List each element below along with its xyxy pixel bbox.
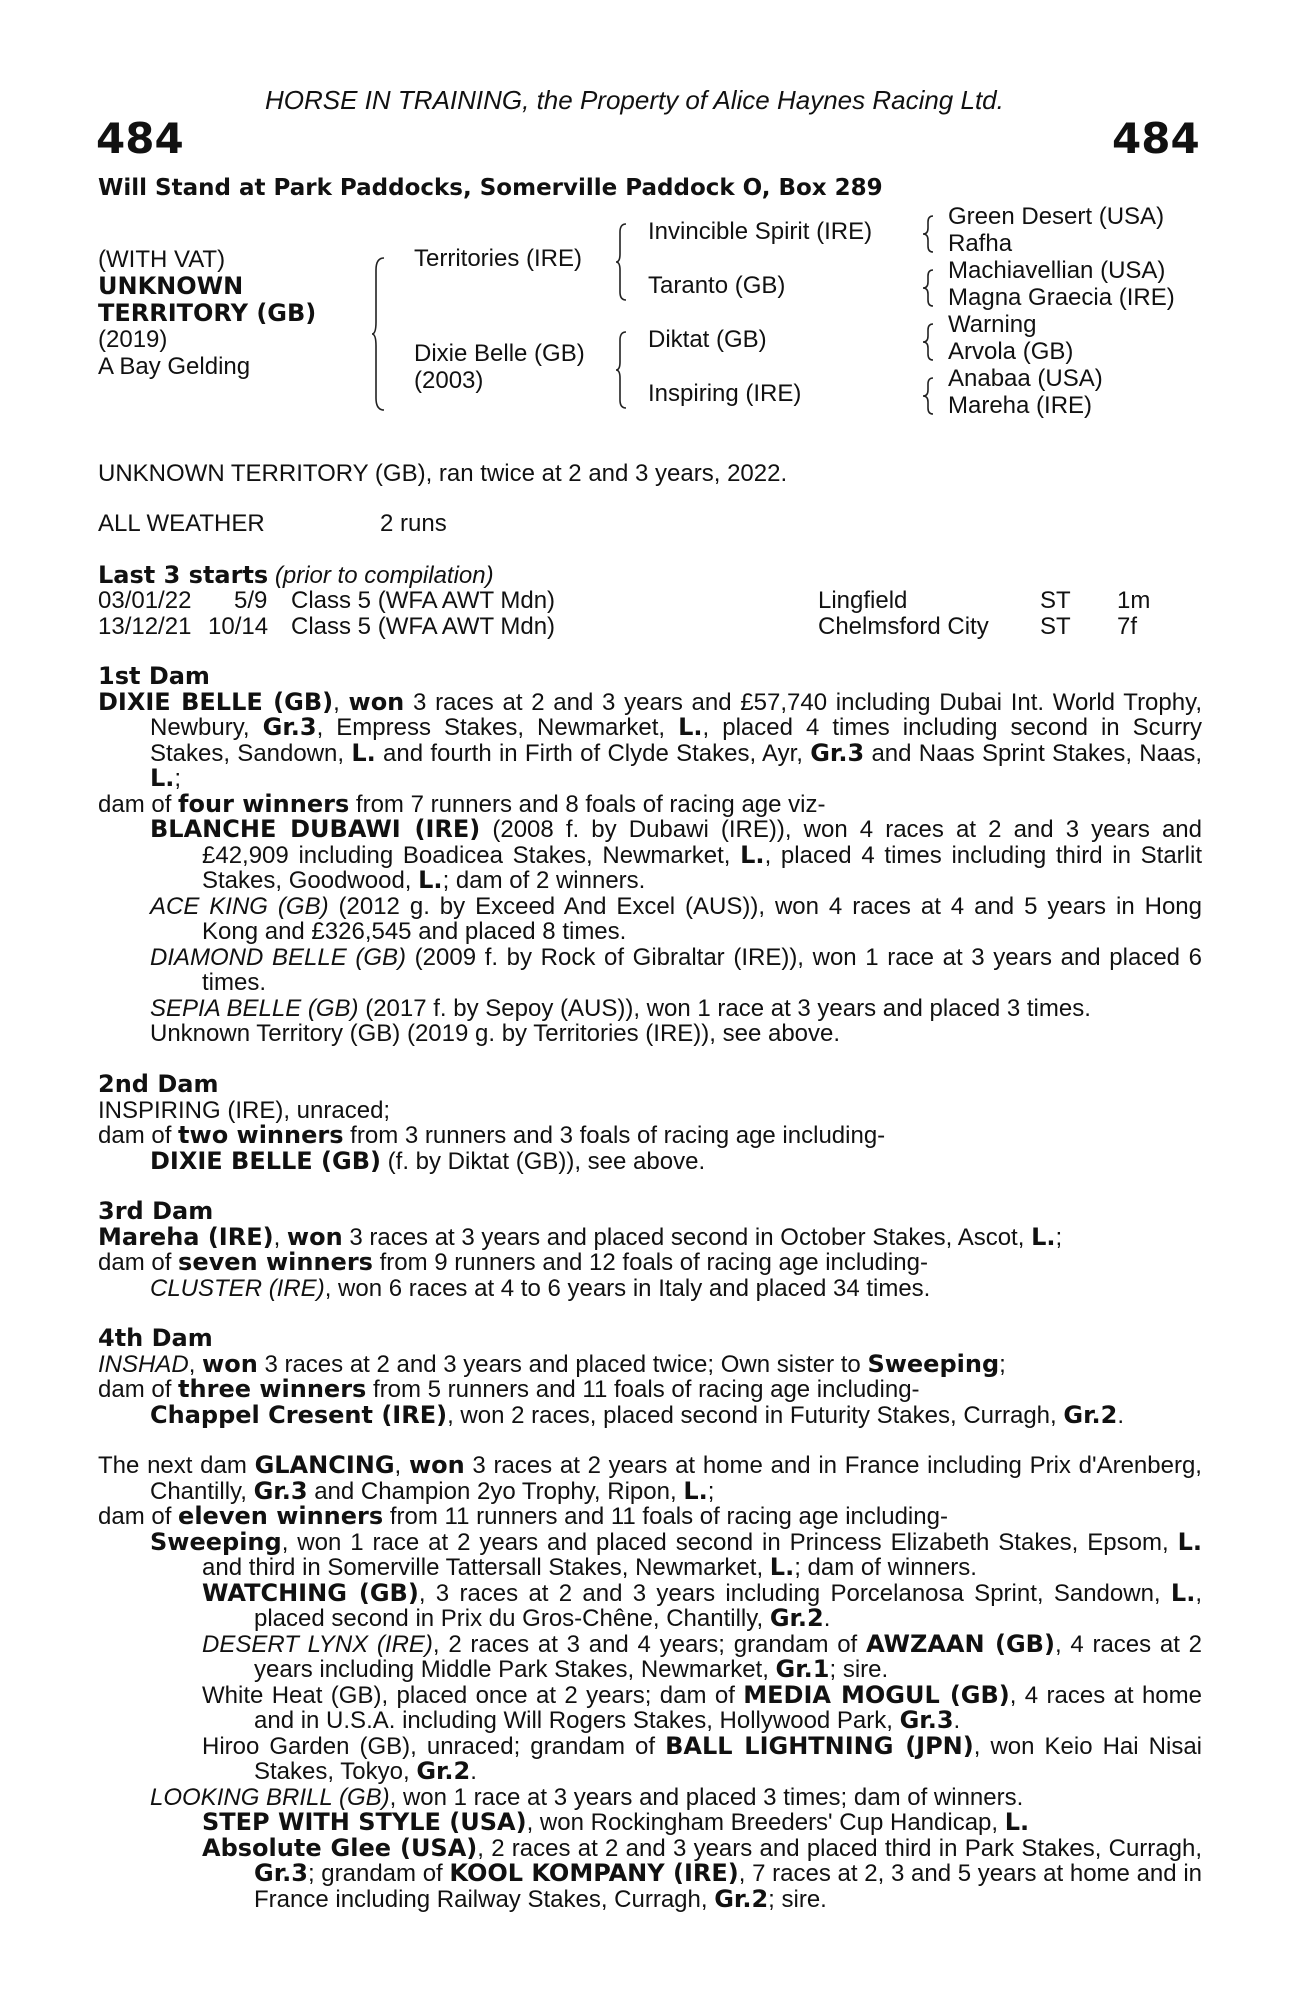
pedigree-brace-gen3-4 bbox=[923, 376, 935, 416]
pedigree-brace-gen3-3 bbox=[923, 322, 935, 362]
first-dam-produce-2: ACE KING (GB) (2012 g. by Exceed And Excel (AUS)), won 4 races at 4 and 5 years in Hong Kong and £326,545 and placed 8 times. bbox=[150, 892, 1202, 945]
next-dam-produce-watching: WATCHING (GB), 3 races at 2 and 3 years including Porcelanosa Sprint, Sandown, L., placed second in Prix du Gros-Chêne, Chantilly, Gr.2. bbox=[202, 1578, 1203, 1632]
start-row-1-course: Lingfield bbox=[818, 587, 908, 614]
lot-number-left: 484 bbox=[96, 114, 184, 163]
pedigree-brace-gen3-1 bbox=[923, 214, 935, 254]
third-dam-produce-1: CLUSTER (IRE), won 6 races at 4 to 6 years in Italy and placed 34 times. bbox=[150, 1274, 931, 1302]
first-dam-produce-1: BLANCHE DUBAWI (IRE) (2008 f. by Dubawi (IRE)), won 4 races at 2 and 3 years and £42,909 including Boadicea Stakes, Newmarket, L., placed 4 times including third in Starlit Stakes, Goodwood, L.; dam of 2 winners. bbox=[150, 815, 1202, 894]
first-dam-section bbox=[98, 664, 1202, 1047]
start-row-2-dist: 7f bbox=[1117, 613, 1138, 640]
start-row-2-course: Chelmsford City bbox=[818, 613, 989, 640]
start-row-1-class: Class 5 (WFA AWT Mdn) bbox=[291, 587, 556, 614]
first-dam-heading: 1st Dam bbox=[98, 662, 210, 690]
pedigree-gen3-2: Rafha bbox=[948, 230, 1013, 257]
fourth-dam-record: INSHAD, won 3 races at 2 and 3 years and placed twice; Own sister to Sweeping; bbox=[98, 1349, 1006, 1378]
pedigree-sire-dam: Taranto (GB) bbox=[648, 272, 786, 299]
pedigree-gen3-6: Arvola (GB) bbox=[948, 338, 1074, 365]
first-dam-produce-5: Unknown Territory (GB) (2019 g. by Territories (IRE)), see above. bbox=[150, 1020, 841, 1047]
third-dam-produce-summary: dam of seven winners from 9 runners and 12 foals of racing age including- bbox=[98, 1248, 928, 1276]
horse-description: A Bay Gelding bbox=[98, 353, 251, 380]
horse-name-line-1: UNKNOWN bbox=[98, 272, 244, 300]
pedigree-gen3-8: Mareha (IRE) bbox=[948, 392, 1093, 419]
page-header-title: HORSE IN TRAINING, the Property of Alice Haynes Racing Ltd. bbox=[265, 85, 1004, 115]
next-dam-produce-absolute-glee: Absolute Glee (USA), 2 races at 2 and 3 years and placed third in Park Stakes, Curragh, Gr.3; grandam of KOOL KOMPANY (IRE), 7 races at 2, 3 and 5 years at home and in France including Railway Stakes, Curragh, Gr.2; sire. bbox=[202, 1833, 1202, 1913]
start-row-1-going: ST bbox=[1040, 587, 1071, 614]
pedigree-brace-dam bbox=[616, 330, 628, 410]
third-dam-heading: 3rd Dam bbox=[98, 1197, 214, 1225]
start-row-2-class: Class 5 (WFA AWT Mdn) bbox=[291, 613, 556, 640]
pedigree-dam: Dixie Belle (GB) bbox=[414, 340, 585, 367]
start-row-2-going: ST bbox=[1040, 613, 1071, 640]
surface-label: ALL WEATHER bbox=[98, 510, 265, 537]
pedigree-dam-year: (2003) bbox=[414, 367, 484, 394]
first-dam-produce-summary: dam of four winners from 7 runners and 8 foals of racing age viz- bbox=[98, 789, 826, 818]
next-dam-produce-hiroo-garden: Hiroo Garden (GB), unraced; grandam of BALL LIGHTNING (JPN), won Keio Hai Nisai Stakes, Tokyo, Gr.2. bbox=[202, 1731, 1202, 1785]
next-dam-produce-looking-brill: LOOKING BRILL (GB), won 1 race at 3 years and placed 3 times; dam of winners. bbox=[150, 1783, 1024, 1811]
start-row-2-date: 13/12/21 bbox=[98, 613, 192, 640]
next-dam-produce-white-heat: White Heat (GB), placed once at 2 years; dam of MEDIA MOGUL (GB), 4 races at home and in U.S.A. including Will Rogers Stakes, Hollywood Park, Gr.3. bbox=[202, 1680, 1202, 1734]
lot-number-right: 484 bbox=[1112, 114, 1200, 163]
surface-runs: 2 runs bbox=[380, 510, 447, 537]
next-dam-record: The next dam GLANCING, won 3 races at 2 years at home and in France including Prix d'Arenberg, Chantilly, Gr.3 and Champion 2yo Trophy, Ripon, L.; bbox=[98, 1451, 1202, 1505]
last-starts-heading: Last 3 starts bbox=[98, 561, 269, 589]
second-dam-section bbox=[98, 1072, 1202, 1174]
race-summary: UNKNOWN TERRITORY (GB), ran twice at 2 and 3 years, 2022. bbox=[98, 460, 788, 487]
fourth-dam-heading: 4th Dam bbox=[98, 1324, 213, 1352]
fourth-dam-section bbox=[98, 1326, 1202, 1428]
next-dam-produce-step-with-style: STEP WITH STYLE (USA), won Rockingham Breeders' Cup Handicap, L. bbox=[202, 1808, 1030, 1836]
next-dam-produce-summary: dam of eleven winners from 11 runners and 11 foals of racing age including- bbox=[98, 1502, 948, 1530]
second-dam-produce-summary: dam of two winners from 3 runners and 3 foals of racing age including- bbox=[98, 1121, 886, 1149]
first-dam-produce-4: SEPIA BELLE (GB) (2017 f. by Sepoy (AUS)), won 1 race at 3 years and placed 3 times. bbox=[150, 994, 1091, 1022]
first-dam-produce-3: DIAMOND BELLE (GB) (2009 f. by Rock of Gibraltar (IRE)), won 1 race at 3 years and placed 6 times. bbox=[150, 943, 1203, 996]
last-starts-note: (prior to compilation) bbox=[274, 562, 494, 589]
last-starts-heading-line bbox=[98, 562, 494, 589]
second-dam-record: INSPIRING (IRE), unraced; bbox=[98, 1096, 391, 1124]
next-dam-produce-desert-lynx: DESERT LYNX (IRE), 2 races at 3 and 4 years; grandam of AWZAAN (GB), 4 races at 2 years including Middle Park Stakes, Newmarket, Gr.1; sire. bbox=[202, 1629, 1203, 1683]
vat-note: (WITH VAT) bbox=[98, 246, 226, 273]
pedigree-gen3-1: Green Desert (USA) bbox=[948, 203, 1165, 230]
horse-year: (2019) bbox=[98, 326, 168, 353]
third-dam-record: Mareha (IRE), won 3 races at 3 years and placed second in October Stakes, Ascot, L.; bbox=[98, 1222, 1063, 1251]
pedigree-dam-dam: Inspiring (IRE) bbox=[648, 380, 802, 407]
start-row-1-dist: 1m bbox=[1117, 587, 1151, 614]
third-dam-section bbox=[98, 1199, 1202, 1301]
start-row-1-date: 03/01/22 bbox=[98, 587, 192, 614]
pedigree-brace-gen3-2 bbox=[923, 268, 935, 308]
horse-name-line-2: TERRITORY (GB) bbox=[98, 299, 317, 327]
pedigree-brace-main bbox=[372, 256, 386, 412]
fourth-dam-produce-summary: dam of three winners from 5 runners and 11 foals of racing age including- bbox=[98, 1375, 920, 1403]
second-dam-heading: 2nd Dam bbox=[98, 1070, 219, 1098]
first-dam-record: DIXIE BELLE (GB), won 3 races at 2 and 3 years and £57,740 including Dubai Int. World Trophy, Newbury, Gr.3, Empress Stakes, Newmarket, L., placed 4 times including second in Scurry Stakes, Sandown, L. and fourth in Firth of Clyde Stakes, Ayr, Gr.3 and Naas Sprint Stakes, Naas, L.; bbox=[98, 687, 1202, 792]
pedigree-dam-sire: Diktat (GB) bbox=[648, 326, 767, 353]
pedigree-sire-sire: Invincible Spirit (IRE) bbox=[648, 218, 873, 245]
next-dam-section bbox=[98, 1453, 1202, 1912]
pedigree-gen3-7: Anabaa (USA) bbox=[948, 365, 1103, 392]
pedigree-sire: Territories (IRE) bbox=[414, 245, 583, 272]
stand-location: Will Stand at Park Paddocks, Somerville Paddock O, Box 289 bbox=[98, 175, 883, 201]
pedigree-brace-sire bbox=[616, 222, 628, 302]
start-row-2-pos: 10/14 bbox=[208, 613, 269, 640]
pedigree-gen3-5: Warning bbox=[948, 311, 1037, 338]
pedigree-gen3-4: Magna Graecia (IRE) bbox=[948, 284, 1175, 311]
next-dam-produce-sweeping: Sweeping, won 1 race at 2 years and placed second in Princess Elizabeth Stakes, Epsom, L. and third in Somerville Tattersall Stakes, Newmarket, L.; dam of winners. bbox=[150, 1527, 1202, 1581]
start-row-1-pos: 5/9 bbox=[234, 587, 268, 614]
second-dam-produce-1: DIXIE BELLE (GB) (f. by Diktat (GB)), see above. bbox=[150, 1146, 706, 1175]
pedigree-gen3-3: Machiavellian (USA) bbox=[948, 257, 1166, 284]
fourth-dam-produce-1: Chappel Cresent (IRE), won 2 races, placed second in Futurity Stakes, Curragh, Gr.2. bbox=[150, 1400, 1124, 1429]
